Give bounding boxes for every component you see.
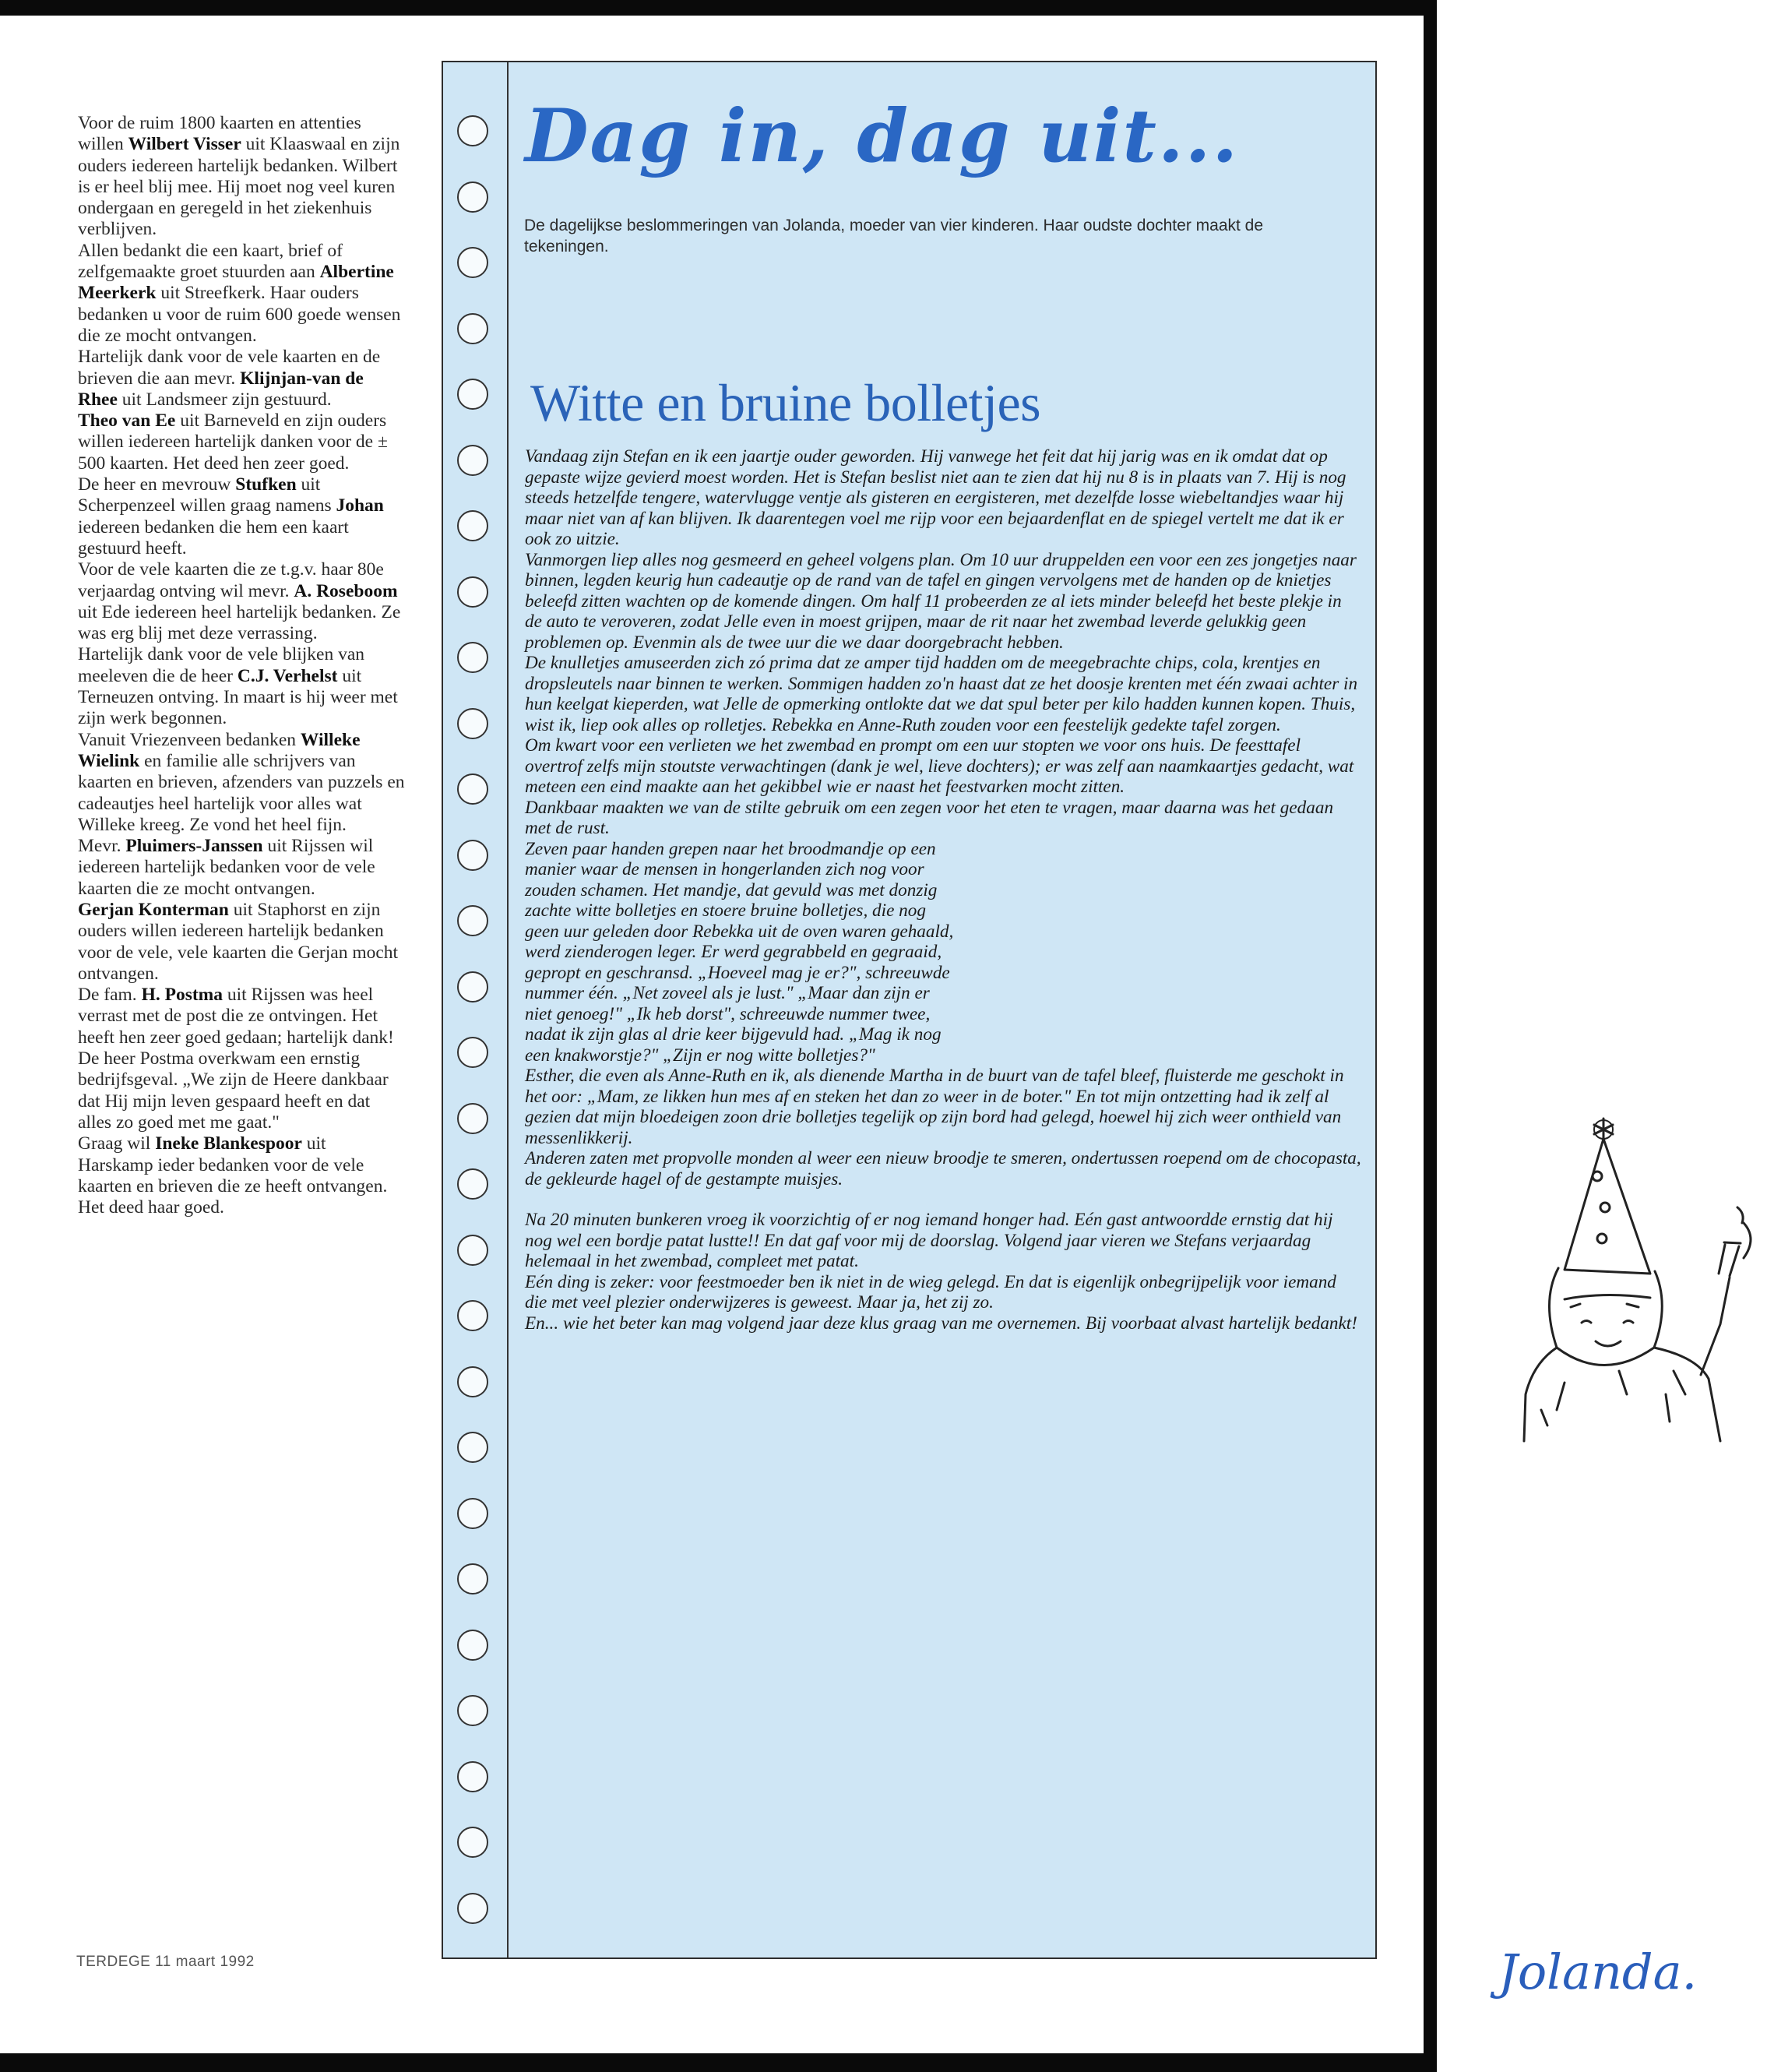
binder-hole-icon (457, 576, 488, 608)
binder-hole-icon (457, 1563, 488, 1595)
binder-hole-icon (457, 1300, 488, 1331)
notice-paragraph: Mevr. Pluimers-Janssen uit Rijssen wil iedereen hartelijk bedanken voor de vele kaarten die ze mocht ontvangen. (78, 836, 375, 899)
binder-hole-icon (457, 247, 488, 278)
binder-hole-icon (457, 181, 488, 213)
column-subtitle: De dagelijkse beslommeringen van Jolanda, moeder van vier kinderen. Haar oudste dochter maakt de tekeningen. (524, 217, 1264, 255)
binder-hole-icon (457, 1893, 488, 1924)
notice-paragraph: De fam. H. Postma uit Rijssen was heel verrast met de post die ze ontvingen. Het heeft hen zeer goed gedaan; hartelijk dank! De heer Postma overkwam een ernstig bedrijfsgeval. „We zijn de Heere dankbaar dat Hij mijn leven gespaard heeft en dat alles zo goed met me gaat." (78, 985, 394, 1133)
notice-name: Albertine Meerkerk (78, 262, 394, 304)
notice-paragraph: Voor de ruim 1800 kaarten en attenties willen Wilbert Visser uit Klaaswaal en zijn ouders iedereen hartelijk bedanken. Wilbert is er heel blij mee. Hij moet nog veel kuren ondergaan en geregeld in het ziekenhuis verblijven. (78, 113, 400, 240)
page-footer: TERDEGE 11 maart 1992 (76, 1954, 255, 1970)
binder-hole-icon (457, 1366, 488, 1397)
binder-hole-icon (457, 1037, 488, 1068)
binder-hole-icon (457, 445, 488, 476)
story-paragraph: Eén ding is zeker: voor feestmoeder ben ik niet in de wieg gelegd. En dat is eigenlijk onbegrijpelijk voor iemand die met veel plezier onderwijzeres is geweest. Maar ja, het zij zo. (525, 1271, 1336, 1313)
binder-hole-icon (457, 642, 488, 673)
notice-paragraph: Hartelijk dank voor de vele blijken van meeleven die de heer C.J. Verhelst uit Terneuzen ontving. In maart is hij weer met zijn werk begonnen. (78, 644, 398, 729)
notice-name: Gerjan Konterman (78, 899, 229, 920)
story-paragraph: Zeven paar handen grepen naar het broodmandje op een manier waar de mensen in hongerlanden zich nog voor zouden schamen. Het mandje, dat gevuld was met donzig zachte witte bolletjes en stoere bruine bolletjes, die nog geen uur geleden door Rebekka uit de oven waren gehaald, werd zienderogen leger. Er werd gegrabbeld en gegraaid, gepropt en geschransd. „Hoeveel mag je er?", schreeuwde nummer één. „Net zoveel als je lust." „Maar dan zijn er niet genoeg!" „Ik heb dorst", schreeuwde nummer twee, nadat ik zijn glas al drie keer bijgevuld had. „Mag ik nog een knakworstje?" „Zijn er nog witte bolletjes?" (525, 838, 954, 1066)
notice-name: Klijnjan-van de Rhee (78, 368, 364, 410)
notice-paragraph: Hartelijk dank voor de vele kaarten en de brieven die aan mevr. Klijnjan-van de Rhee uit Landsmeer zijn gestuurd. (78, 347, 381, 410)
scan-right-border (1424, 0, 1437, 2072)
notice-name: H. Postma (141, 985, 223, 1006)
binder-hole-icon (457, 115, 488, 146)
binder-hole-icon (457, 773, 488, 805)
notice-paragraph: Allen bedankt die een kaart, brief of zelfgemaakte groet stuurden aan Albertine Meerkerk uit Streefkerk. Haar ouders bedanken u voor de ruim 600 goede wensen die ze mocht ontvangen. (78, 240, 401, 346)
story-paragraph: Na 20 minuten bunkeren vroeg ik voorzichtig of er nog iemand honger had. Eén gast antwoordde ernstig dat hij nog wel een bordje patat lustte!! En dat gaf voor mij de doorslag. Volgend jaar vieren we Stefans verjaardag helemaal in het zwembad, compleet met patat. (525, 1210, 1333, 1271)
story-paragraph: Dankbaar maakten we van de stilte gebruik om een zegen voor het eten te vragen, maar daarna was het gedaan met de rust. (525, 797, 1334, 838)
notice-name: A. Roseboom (294, 580, 398, 601)
notice-name: Wilbert Visser (128, 134, 241, 155)
story-paragraph: En... wie het beter kan mag volgend jaar deze klus graag van me overnemen. Bij voorbaat alvast hartelijk bedankt! (525, 1313, 1357, 1334)
binder-hole-icon (457, 1695, 488, 1726)
binder-hole-icon (457, 1103, 488, 1134)
binder-hole-icon (457, 905, 488, 936)
story-paragraph: Vandaag zijn Stefan en ik een jaartje ouder geworden. Hij vanwege het feit dat hij jarig was en ik omdat dat op gepaste wijze gevierd moest worden. Het is Stefan beslist niet aan te zien dat hij nu 8 is in plaats van 7. Hij is nog steeds hetzelfde tengere, watervlugge ventje als gisteren en eergisteren, met dezelfde losse wiebeltandjes waar hij maar niet van af kan blijven. Ik daarentegen voel me rijp voor een bejaardenflat en de spiegel vertelt me dat ik er ook zo uitzie. (525, 446, 1346, 549)
article-body (525, 446, 1362, 1334)
story-paragraph: Om kwart voor een verlieten we het zwembad en prompt om een uur stopten we voor ons huis. De feesttafel overtrof zelfs mijn stoutste verwachtingen (dank je wel, lieve dochters); er was zelf aan naamkaartjes gedacht, wat meteen een eind maakte aan het gekibbel wie er naast het feestvarken mocht zitten. (525, 735, 1354, 797)
notice-paragraph: Gerjan Konterman uit Staphorst en zijn ouders willen iedereen hartelijk bedanken voor de vele, vele kaarten die Gerjan mocht ontvangen. (78, 899, 399, 984)
scan-top-border (0, 0, 1437, 16)
binder-hole-icon (457, 1827, 488, 1858)
scan-bottom-border (0, 2053, 1437, 2072)
notebook-sheet (442, 61, 1698, 2000)
binder-hole-icon (457, 379, 488, 410)
binder-hole-icon (457, 971, 488, 1003)
binder-hole-icon (457, 1235, 488, 1266)
binder-hole-icon (457, 840, 488, 871)
binder-hole-icon (457, 1761, 488, 1792)
notice-paragraph: Graag wil Ineke Blankespoor uit Harskamp ieder bedanken voor de vele kaarten en brieven die ze heeft ontvangen. Het deed haar goed. (78, 1133, 388, 1218)
binder-hole-icon (457, 510, 488, 541)
binder-hole-icon (457, 708, 488, 739)
notice-paragraph: De heer en mevrouw Stufken uit Scherpenzeel willen graag namens Johan iedereen bedanken die hem een kaart gestuurd heeft. (78, 474, 384, 559)
notice-name: Theo van Ee (78, 411, 176, 432)
story-paragraph: Vanmorgen liep alles nog gesmeerd en geheel volgens plan. Om 10 uur druppelden een voor een zes jongetjes naar binnen, legden keurig hun cadeautje op de rand van de tafel en gingen vervolgens met de handen op de knietjes beleefd zitten wachten op de komende dingen. Om half 11 probeerden ze al iets minder beleefd het beste plekje in de auto te veroveren, zodat Jelle even in moest grijpen, maar de rit naar het zwembad leverde gelukkig geen problemen op. Evenmin als de twee uur die we daar doorgebracht hebben. (525, 549, 1357, 653)
binder-hole-icon (457, 1168, 488, 1200)
story-paragraph: Anderen zaten met propvolle monden al weer een nieuw broodje te smeren, ondertussen roepend om de chocopasta, de gekleurde hagel of de gestampte muisjes. (525, 1148, 1361, 1189)
notice-name: Pluimers-Janssen (125, 836, 263, 857)
story-paragraph: Esther, die even als Anne-Ruth en ik, als dienende Martha in de buurt van de tafel bleef, fluisterde me geschokt in het oor: „Mam, ze likken hun mes af en steken het dan zo weer in de boter." En tot mijn ontzetting had ik zelf al gezien dat mijn bloedeigen zoon drie bolletjes tegelijk op zijn bord had gelegd, hoewel hij zich weer onthield van messenlikkerij. (525, 1066, 1344, 1148)
notice-paragraph: Theo van Ee uit Barneveld en zijn ouders willen iedereen hartelijk danken voor de ± 500 kaarten. Het deed hen zeer goed. (78, 411, 388, 474)
notice-paragraph: Vanuit Vriezenveen bedanken Willeke Wielink en familie alle schrijvers van kaarten en brieven, afzenders van puzzels en cadeautjes heel hartelijk voor alles wat Willeke kreeg. Ze vond het heel fijn. (78, 729, 405, 835)
column-headline: Dag in, dag uit... (525, 93, 1240, 179)
thank-you-notices-column (78, 113, 405, 1218)
notice-paragraph: Voor de vele kaarten die ze t.g.v. haar 80e verjaardag ontving wil mevr. A. Roseboom uit Ede iedereen heel hartelijk bedanken. Ze was erg blij met deze verrassing. (78, 559, 401, 644)
binder-holes (443, 62, 505, 1957)
notice-name: Willeke Wielink (78, 729, 361, 771)
binder-hole-icon (457, 313, 488, 344)
margin-line (507, 62, 509, 1957)
binder-hole-icon (457, 1630, 488, 1661)
story-paragraph: De knulletjes amuseerden zich zó prima dat ze amper tijd hadden om de meegebrachte chips, cola, krentjes en dropsleutels naar binnen te werken. Sommigen hadden zo'n haast dat ze het doosje krenten met één zwaai achter in hun keelgat kieperden, wat Jelle de opmerking ontlokte dat we dat spul beter per kilo hadden kunnen kopen. Thuis, wist ik, liep ook alles op rolletjes. Rebekka en Anne-Ruth zouden voor een feestelijk gedekte tafel zorgen. (525, 653, 1358, 735)
birthday-boy-drawing-icon (1510, 1114, 1767, 1441)
notice-name: C.J. Verhelst (237, 665, 338, 686)
notice-name: Stufken (235, 474, 297, 495)
author-signature: Jolanda. (1498, 1943, 1698, 2000)
binder-hole-icon (457, 1432, 488, 1463)
notice-name: Johan (336, 495, 384, 516)
notice-name: Ineke Blankespoor (155, 1133, 302, 1154)
article-title: Witte en bruine bolletjes (530, 373, 1041, 432)
binder-hole-icon (457, 1498, 488, 1529)
